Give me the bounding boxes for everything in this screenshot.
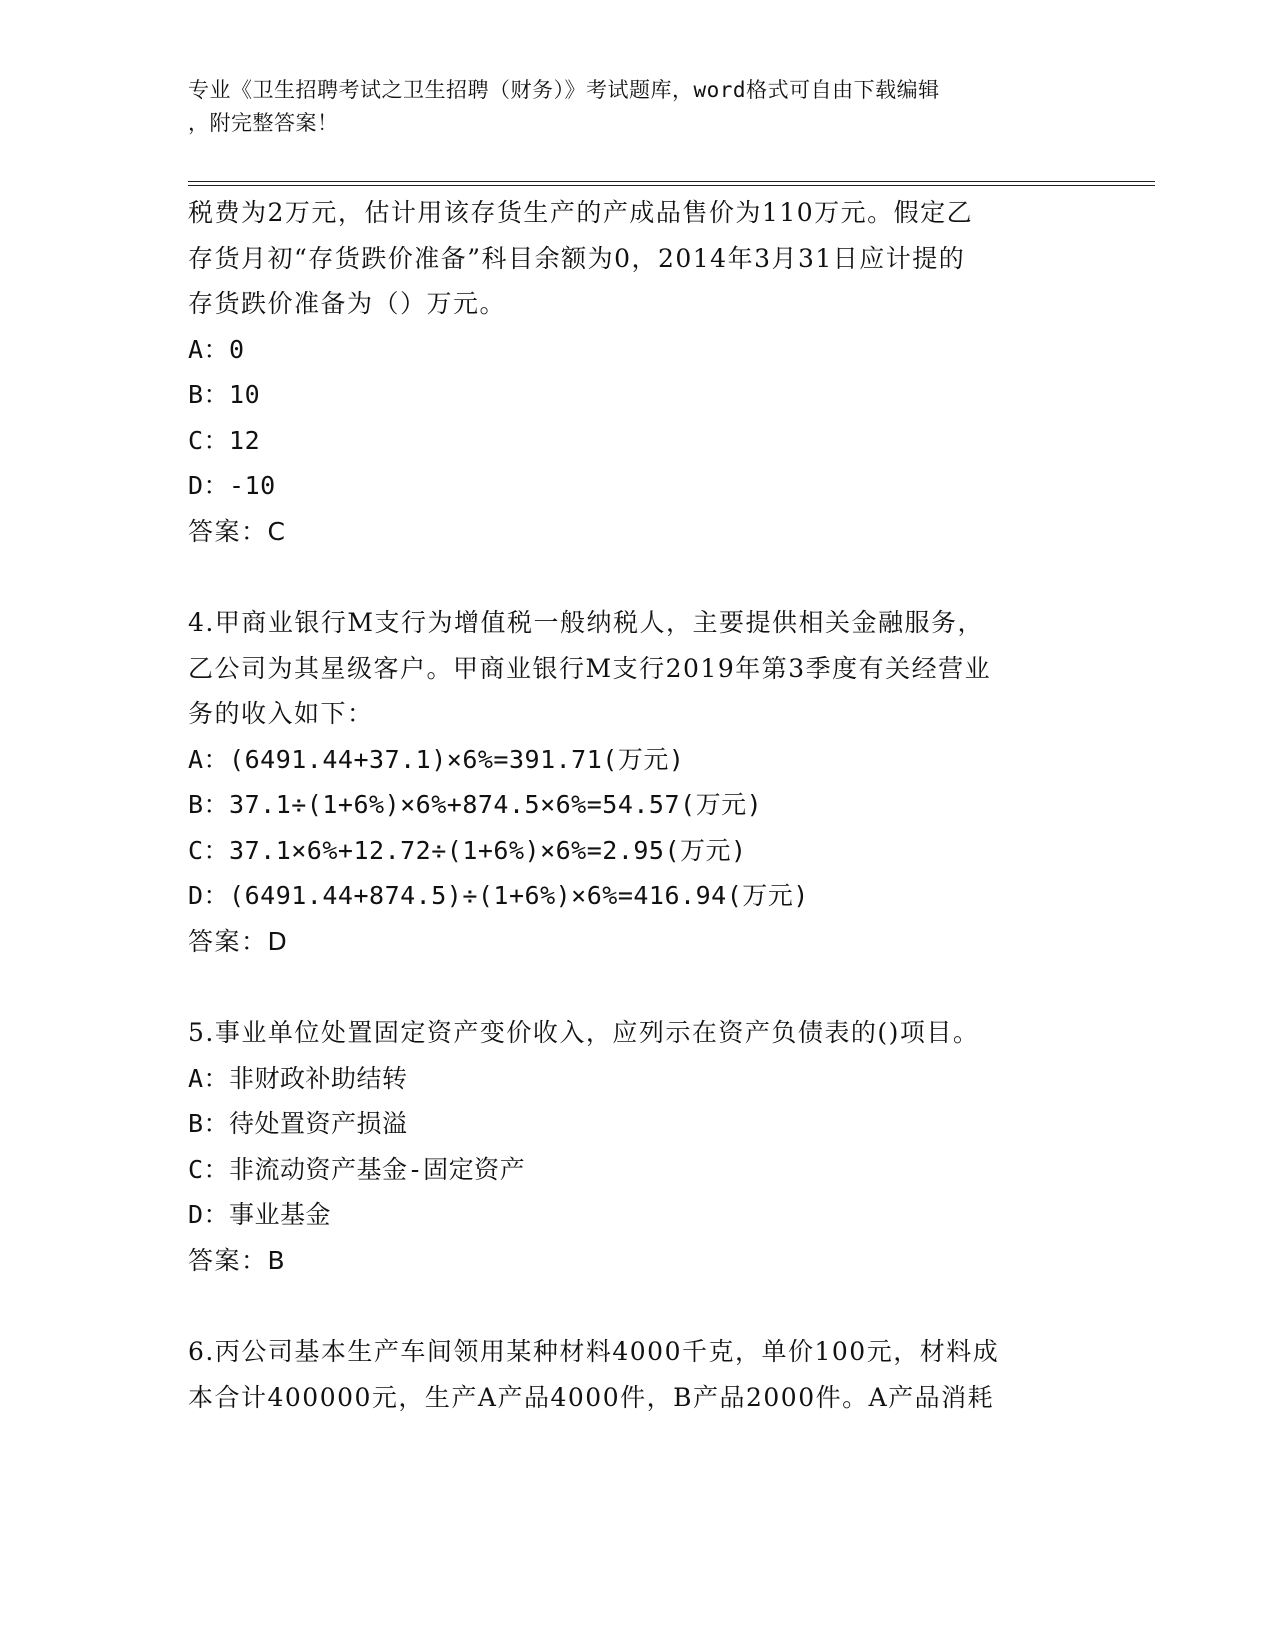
option-c: C：非流动资产基金-固定资产 xyxy=(188,1154,526,1184)
option-c: C：12 xyxy=(188,425,261,455)
option-d: D：-10 xyxy=(188,471,276,500)
option-b: B：10 xyxy=(188,380,261,409)
answer-line: 答案：D xyxy=(188,926,289,956)
question-text: 6.丙公司基本生产车间领用某种材料4000千克，单价100元，材料成 本合计400000元，生产A产品4000件，B产品2000件。A产品消耗 xyxy=(188,1337,1000,1412)
option-a: A：非财政补助结转 xyxy=(188,1063,408,1093)
page-header xyxy=(188,74,1068,140)
question-list xyxy=(188,190,1088,1466)
question-6 xyxy=(188,1329,1088,1420)
option-b: B：37.1÷(1+6%)×6%+874.5×6%=54.57(万元) xyxy=(188,790,763,819)
question-text: 4.甲商业银行M支行为增值税一般纳税人，主要提供相关金融服务， 乙公司为其星级客户。甲商业银行M支行2019年第3季度有关经营业 务的收入如下： xyxy=(188,608,992,728)
question-text: 税费为2万元，估计用该存货生产的产成品售价为110万元。假定乙 存货月初“存货跌价准备”科目余额为0，2014年3月31日应计提的 存货跌价准备为（）万元。 xyxy=(188,198,974,318)
question-4 xyxy=(188,600,1088,964)
option-b: B：待处置资产损溢 xyxy=(188,1109,408,1138)
answer-line: 答案：B xyxy=(188,1245,287,1275)
option-a: A：(6491.44+37.1)×6%=391.71(万元) xyxy=(188,744,685,774)
header-divider-top xyxy=(188,181,1155,182)
option-a: A：0 xyxy=(188,334,245,364)
question-5 xyxy=(188,1010,1088,1283)
answer-line: 答案：C xyxy=(188,516,287,546)
header-line-1: 专业《卫生招聘考试之卫生招聘（财务）》考试题库，word格式可自由下载编辑 xyxy=(188,78,940,102)
header-divider-bottom xyxy=(188,185,1155,186)
option-d: D：事业基金 xyxy=(188,1200,332,1229)
option-d: D：(6491.44+874.5)÷(1+6%)×6%=416.94(万元) xyxy=(188,881,809,910)
question-text: 5.事业单位处置固定资产变价收入，应列示在资产负债表的()项目。 xyxy=(188,1018,980,1047)
option-c: C：37.1×6%+12.72÷(1+6%)×6%=2.95(万元) xyxy=(188,835,747,865)
question-3 xyxy=(188,190,1088,554)
header-line-2: ，附完整答案！ xyxy=(188,111,339,135)
